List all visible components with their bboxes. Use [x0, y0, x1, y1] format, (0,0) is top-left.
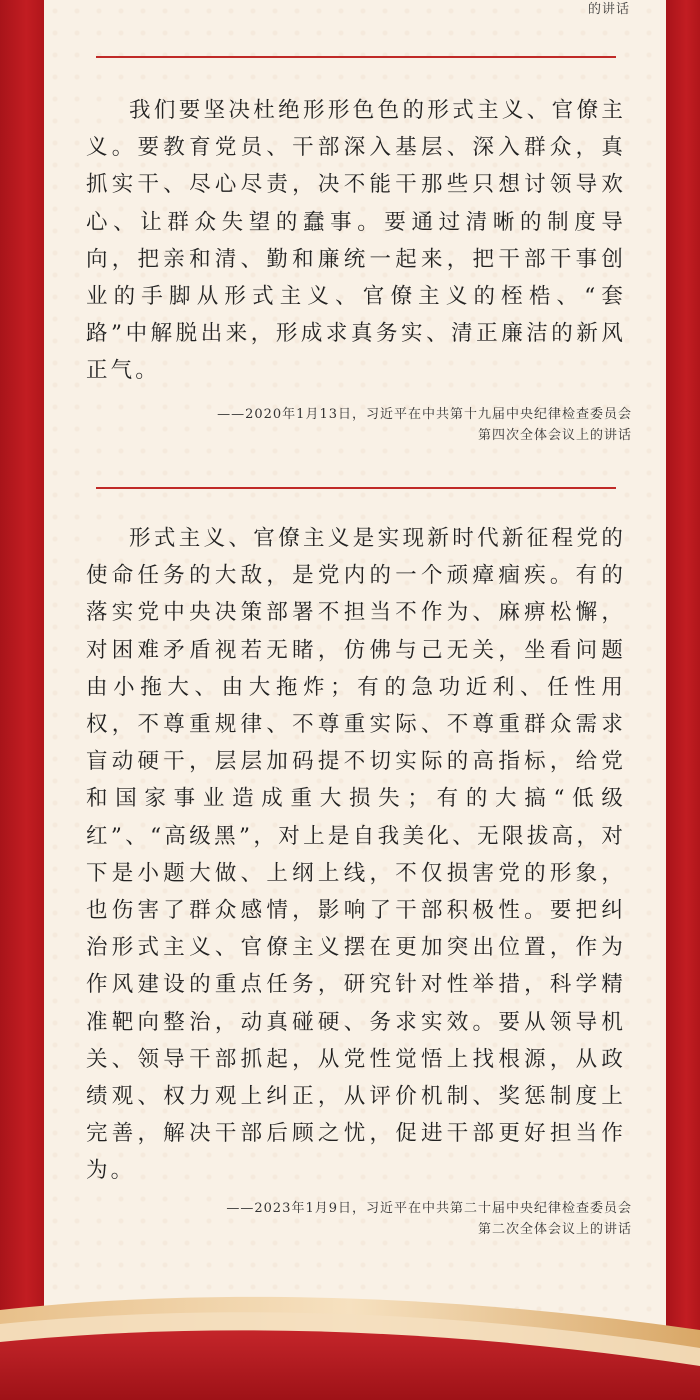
previous-quote-source: 的讲话: [587, 2, 630, 17]
quote-1-source: [217, 404, 632, 446]
quote-2-text: 形式主义、官僚主义是实现新时代新征程党的使命任务的大敌，是党内的一个顽瘴痼疾。有的落实党中央决策部署不担当不作为、麻痹松懈，对困难矛盾视若无睹，仿佛与己无关，坐看问题由小拖大、由大拖炸；有的急功近利、任性用权，不尊重规律、不尊重实际、不尊重群众需求盲动硬干，层层加码提不切实际的高指标，给党和国家事业造成重大损失；有的大搞“低级红”、“高级黑”，对上是自我美化、无限拔高，对下是小题大做、上纲上线，不仅损害党的形象，也伤害了群众感情，影响了干部积极性。要把纠治形式主义、官僚主义摆在更加突出位置，作为作风建设的重点任务，研究针对性举措，科学精准靶向整治，动真碰硬、务求实效。要从领导机关、领导干部抓起，从党性觉悟上找根源，从政绩观、权力观上纠正，从评价机制、奖惩制度上完善，解决干部后顾之忧，促进干部更好担当作为。: [86, 526, 626, 1184]
quote-1-text: 我们要坚决杜绝形形色色的形式主义、官僚主义。要教育党员、干部深入基层、深入群众，真抓实干、尽心尽责，决不能干那些只想讨领导欢心、让群众失望的蠢事。要通过清晰的制度导向，把亲和清、勤和廉统一起来，把干部干事创业的手脚从形式主义、官僚主义的桎梏、“套路”中解脱出来，形成求真务实、清正廉洁的新风正气。: [86, 98, 626, 384]
divider-top: [96, 56, 616, 58]
bottom-decorative-wave: [0, 1290, 700, 1400]
quote-1-source-line1: ——2020年1月13日，习近平在中共第十九届中央纪律检查委员会: [217, 407, 632, 422]
quote-2-source-line1: ——2023年1月9日，习近平在中共第二十届中央纪律检查委员会: [226, 1201, 632, 1216]
quote-1: [86, 92, 626, 390]
quote-2-source-line2: 第二次全体会议上的讲话: [477, 1222, 632, 1237]
divider-middle: [96, 487, 616, 489]
right-red-frame: [666, 0, 700, 1400]
left-red-frame: [0, 0, 44, 1400]
quote-2-source: [226, 1198, 632, 1240]
quote-1-source-line2: 第四次全体会议上的讲话: [477, 428, 632, 443]
quote-2: [86, 520, 626, 1190]
